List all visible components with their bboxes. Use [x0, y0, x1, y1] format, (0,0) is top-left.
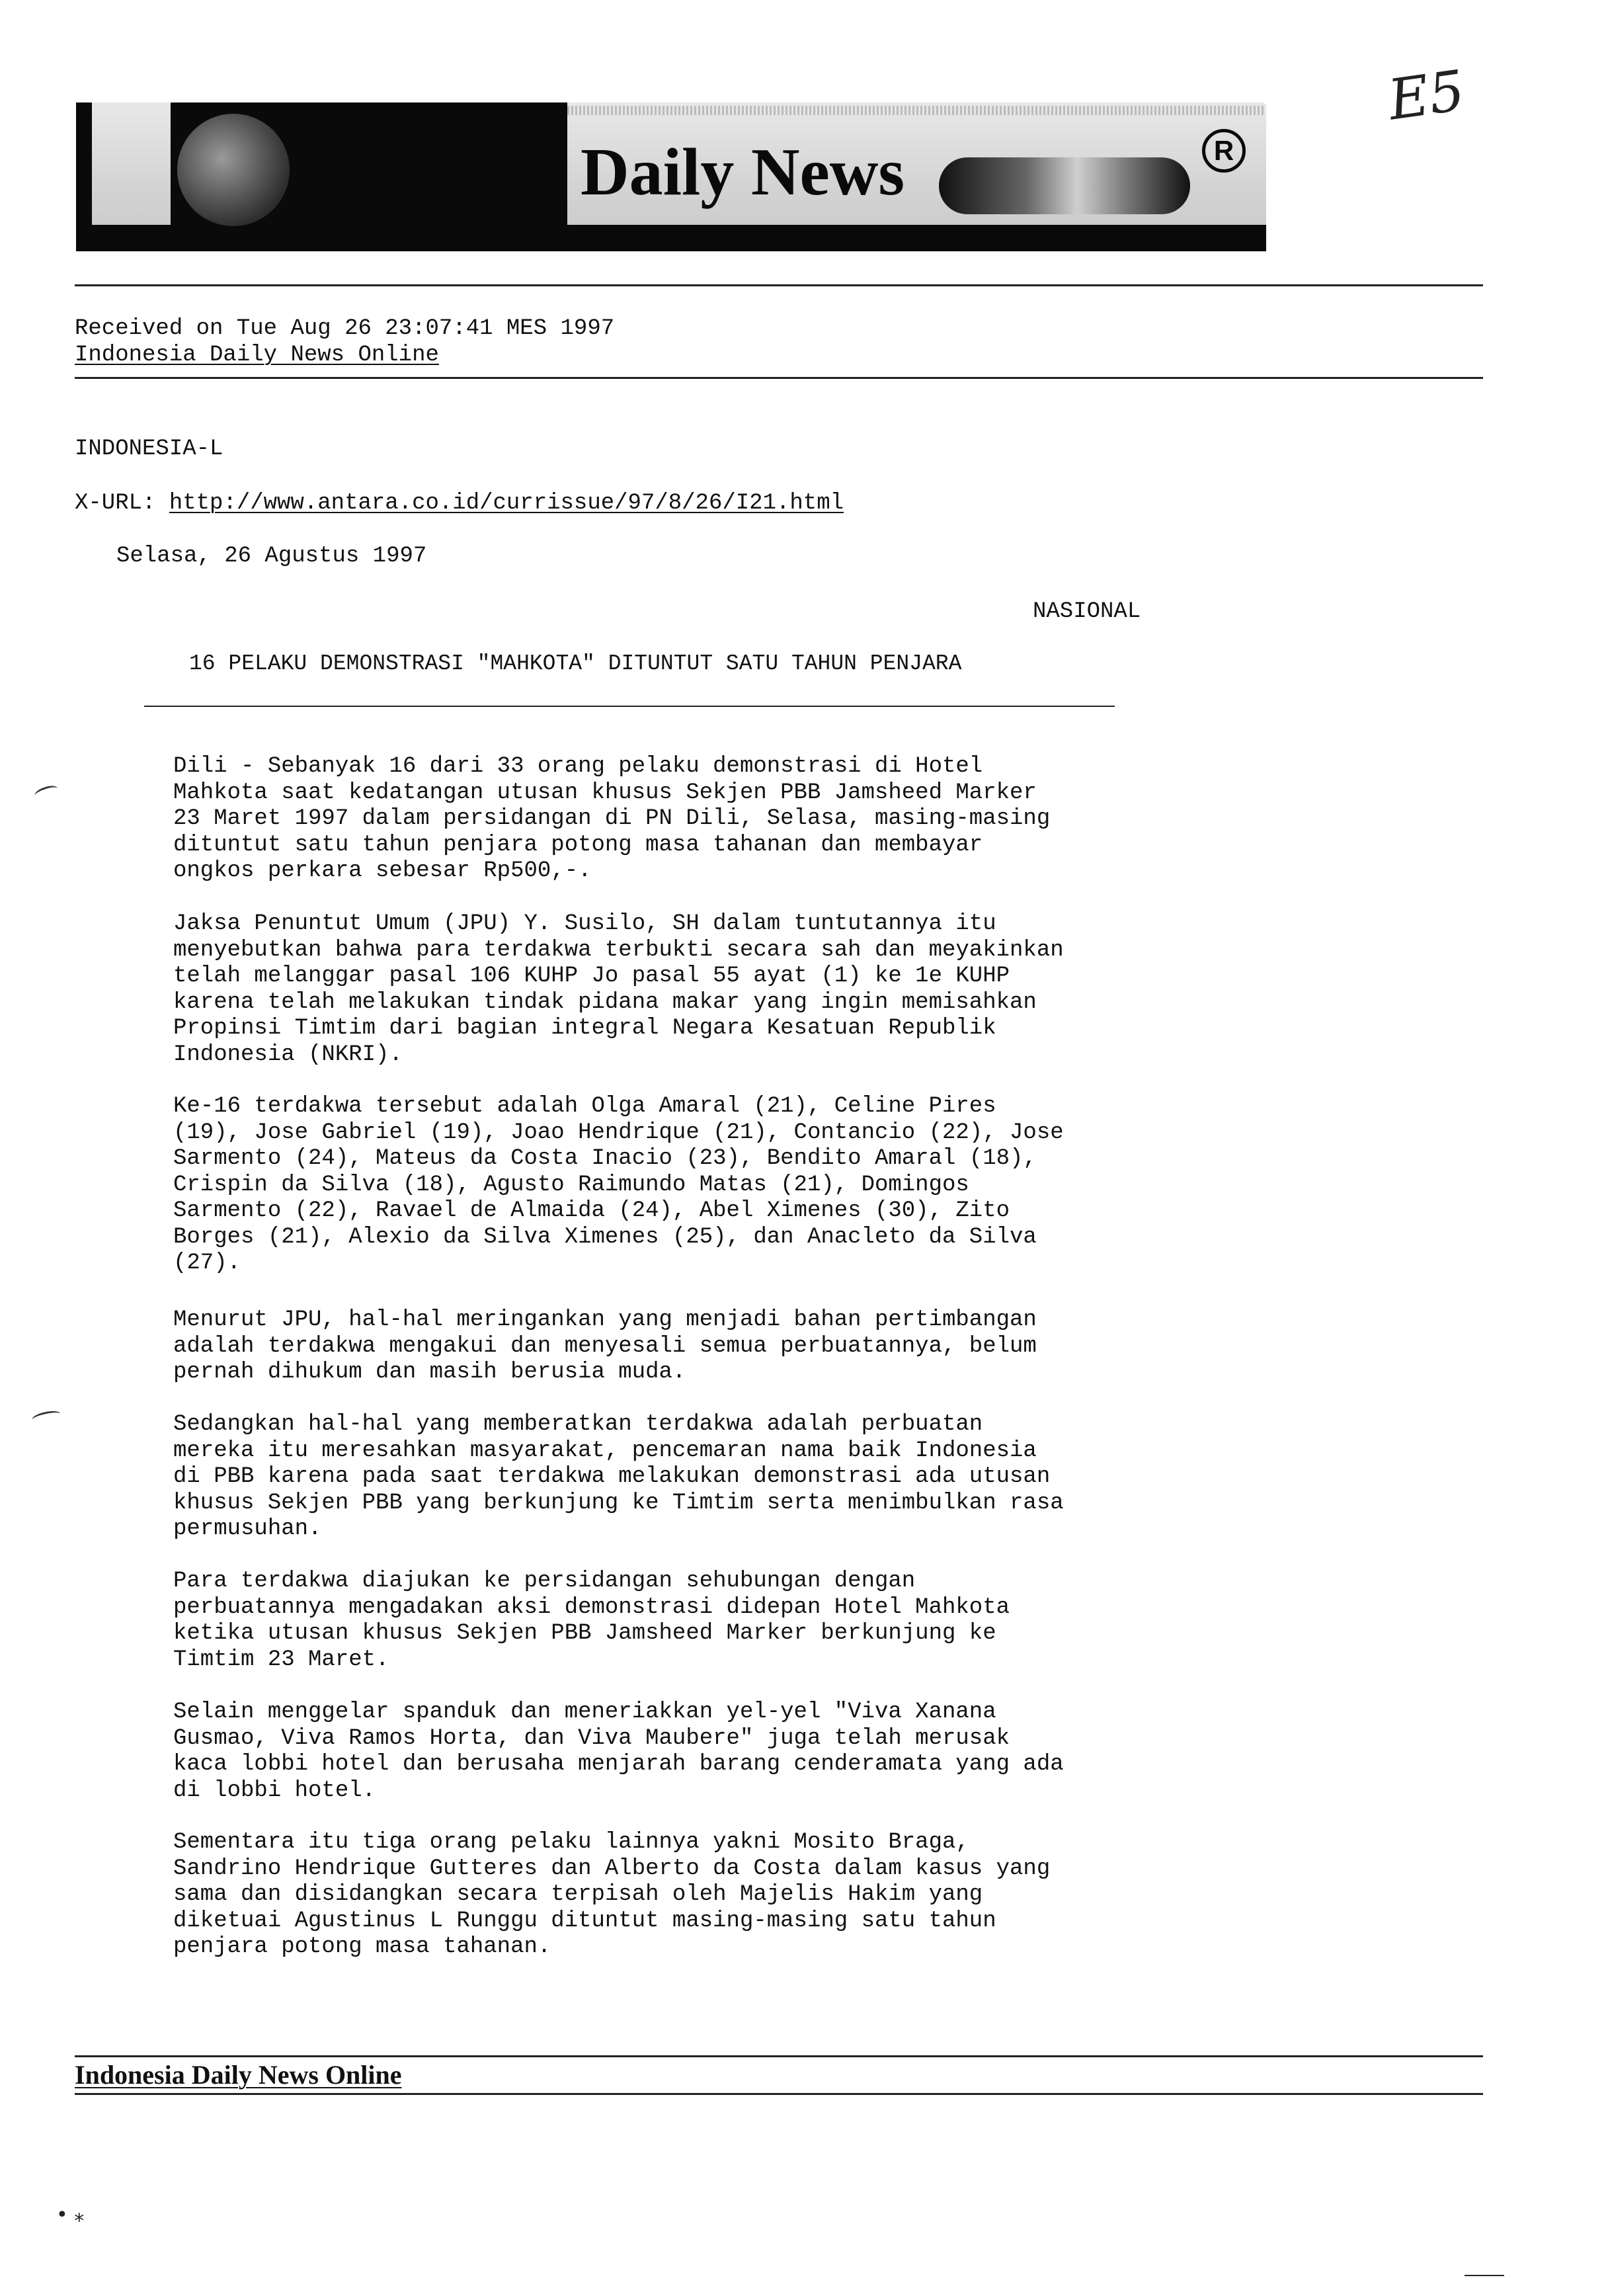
url-line — [75, 491, 844, 517]
corner-artifact-line — [1465, 2275, 1504, 2276]
article-paragraph-8: Sementara itu tiga orang pelaku lainnya yakni Mosito Braga, Sandrino Hendrique Gutteres dan Alberto da Costa dalam kasus yang sama dan disidangkan secara terpisah oleh Majelis Hakim yang diketuai Agustinus L Runggu dituntut masing-masing satu tahun penjara potong masa tahanan. — [173, 1830, 1051, 1959]
masthead-top-strip — [567, 106, 1265, 115]
url-label: X-URL: — [75, 491, 169, 516]
article-paragraph-1: Dili - Sebanyak 16 dari 33 orang pelaku demonstrasi di Hotel Mahkota saat kedatangan utusan khusus Sekjen PBB Jamsheed Marker 23 Maret 1997 dalam persidangan di PN Dili, Selasa, masing-masing dituntut satu tahun penjara potong masa tahanan dan membayar ongkos perkara sebesar Rp500,-. — [173, 754, 1051, 883]
swoosh-logo-icon — [939, 157, 1190, 214]
footer-rule-bottom — [75, 2093, 1483, 2095]
header-rule-bottom — [75, 377, 1483, 379]
article-paragraph-4: Menurut JPU, hal-hal meringankan yang menjadi bahan pertimbangan adalah terdakwa mengakui dan menyesali semua perbuatannya, belum pernah dihukum dan masih berusia muda. — [173, 1307, 1037, 1385]
article-paragraph-5: Sedangkan hal-hal yang memberatkan terdakwa adalah perbuatan mereka itu meresahkan masyarakat, pencemaran nama baik Indonesia di PBB karena pada saat terdakwa melakukan demonstrasi ada utusan khusus Sekjen PBB yang berkunjung ke Timtim serta menimbulkan rasa permusuhan. — [173, 1412, 1064, 1541]
footer-source-link[interactable]: Indonesia Daily News Online — [75, 2060, 402, 2090]
margin-mark-2 — [31, 1409, 61, 1425]
globe-logo-icon — [177, 114, 290, 226]
footer-rule-top — [75, 2055, 1483, 2057]
source-link[interactable]: Indonesia Daily News Online — [75, 343, 439, 368]
headline-rule — [144, 706, 1115, 707]
article-paragraph-3: Ke-16 terdakwa tersebut adalah Olga Amaral (21), Celine Pires (19), Jose Gabriel (19), Joao Hendrique (21), Contancio (22), Jose Sarmento (24), Mateus da Costa Inacio (23), Bendito Amaral (18), Crispin da Silva (18), Agusto Raimundo Matas (21), Domingos Sarmento (22), Ravael de Almaida (24), Abel Ximenes (30), Zito Borges (21), Alexio da Silva Ximenes (25), dan Anacleto da Silva (27). — [173, 1094, 1064, 1276]
article-paragraph-2: Jaksa Penuntut Umum (JPU) Y. Susilo, SH dalam tuntutannya itu menyebutkan bahwa para terdakwa terbukti secara sah dan meyakinkan telah melanggar pasal 106 KUHP Jo pasal 55 ayat (1) ke 1e KUHP karena telah melakukan tindak pidana makar yang ingin memisahkan Propinsi Timtim dari bagian integral Negara Kesatuan Republik Indonesia (NKRI). — [173, 911, 1064, 1067]
handwritten-corner-mark: E5 — [1384, 58, 1469, 133]
margin-mark-1 — [34, 784, 60, 800]
mailing-list-label: INDONESIA-L — [75, 436, 223, 462]
header-rule-top — [75, 284, 1483, 286]
article-url-link[interactable]: http://www.antara.co.id/currissue/97/8/26/I21.html — [169, 491, 844, 516]
article-section: NASIONAL — [1033, 599, 1141, 624]
masthead-title: Daily News — [581, 135, 905, 210]
scan-artifact-mark: • ⁎ — [56, 2203, 85, 2227]
article-date: Selasa, 26 Agustus 1997 — [116, 544, 427, 569]
article-paragraph-6: Para terdakwa diajukan ke persidangan sehubungan dengan perbuatannya mengadakan aksi demonstrasi didepan Hotel Mahkota ketika utusan khusus Sekjen PBB Jamsheed Marker berkunjung ke Timtim 23 Maret. — [173, 1569, 1010, 1672]
received-line: Received on Tue Aug 26 23:07:41 MES 1997 — [75, 316, 615, 341]
registered-mark-icon: R — [1202, 129, 1246, 173]
article-paragraph-7: Selain menggelar spanduk dan meneriakkan yel-yel "Viva Xanana Gusmao, Viva Ramos Horta, dan Viva Maubere" juga telah merusak kaca lobbi hotel dan berusaha menjarah barang cenderamata yang ada di lobbi hotel. — [173, 1700, 1064, 1803]
article-headline: 16 PELAKU DEMONSTRASI "MAHKOTA" DITUNTUT SATU TAHUN PENJARA — [189, 651, 962, 676]
